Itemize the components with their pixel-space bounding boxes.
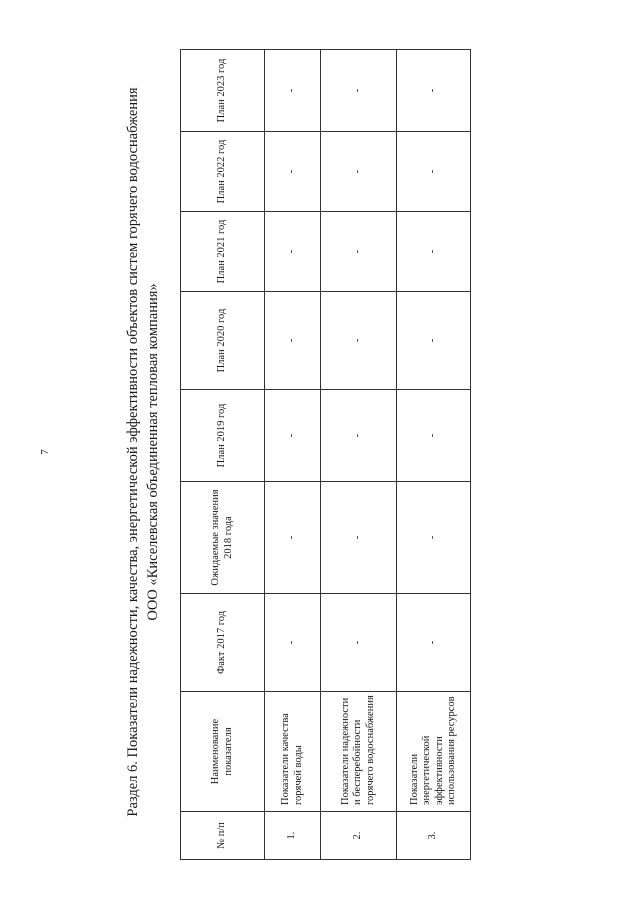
header-cell-expected-2018: Ожидаемые значения 2018 года [181,482,265,594]
value-cell: - [397,390,471,482]
value-cell: - [265,50,321,132]
value-cell: - [321,212,397,292]
value-cell: - [321,594,397,692]
value-cell: - [321,390,397,482]
header-cell-plan-2022: План 2022 год [181,132,265,212]
table-row [321,50,397,860]
value-cell: - [397,50,471,132]
value-cell: - [397,132,471,212]
value-cell: - [397,212,471,292]
table-row [265,50,321,860]
value-cell: - [321,292,397,390]
value-cell: - [321,482,397,594]
value-cell: - [321,50,397,132]
header-cell-plan-2019: План 2019 год [181,390,265,482]
header-cell-fact-2017: Факт 2017 год [181,594,265,692]
table-header-row [181,50,265,860]
row-number: 3. [397,812,471,860]
row-number: 2. [321,812,397,860]
value-cell: - [397,482,471,594]
value-cell: - [321,132,397,212]
header-cell-plan-2023: План 2023 год [181,50,265,132]
section-title-line-1: Раздел 6. Показатели надежности, качества, энергетической эффективности объектов систем горячего водоснабжения [125,87,141,817]
table-row [397,50,471,860]
indicators-table [180,49,471,860]
value-cell: - [265,390,321,482]
page-number: 7 [39,449,51,455]
value-cell: - [265,132,321,212]
header-cell-name: Наименование показателя [181,692,265,812]
value-cell: - [265,292,321,390]
value-cell: - [265,594,321,692]
indicator-name: Показатели надежности и бесперебойности горячего водоснабжения [321,692,397,812]
value-cell: - [397,594,471,692]
value-cell: - [397,292,471,390]
section-title-line-2: ООО «Киселевская объединенная тепловая компания» [145,283,161,621]
row-number: 1. [265,812,321,860]
value-cell: - [265,212,321,292]
indicator-name: Показатели энергетической эффективности использования ресурсов [397,692,471,812]
value-cell: - [265,482,321,594]
header-cell-number: № п/п [181,812,265,860]
indicator-name: Показатели качества горячей воды [265,692,321,812]
header-cell-plan-2021: План 2021 год [181,212,265,292]
header-cell-plan-2020: План 2020 год [181,292,265,390]
rotated-page-content [110,32,530,872]
